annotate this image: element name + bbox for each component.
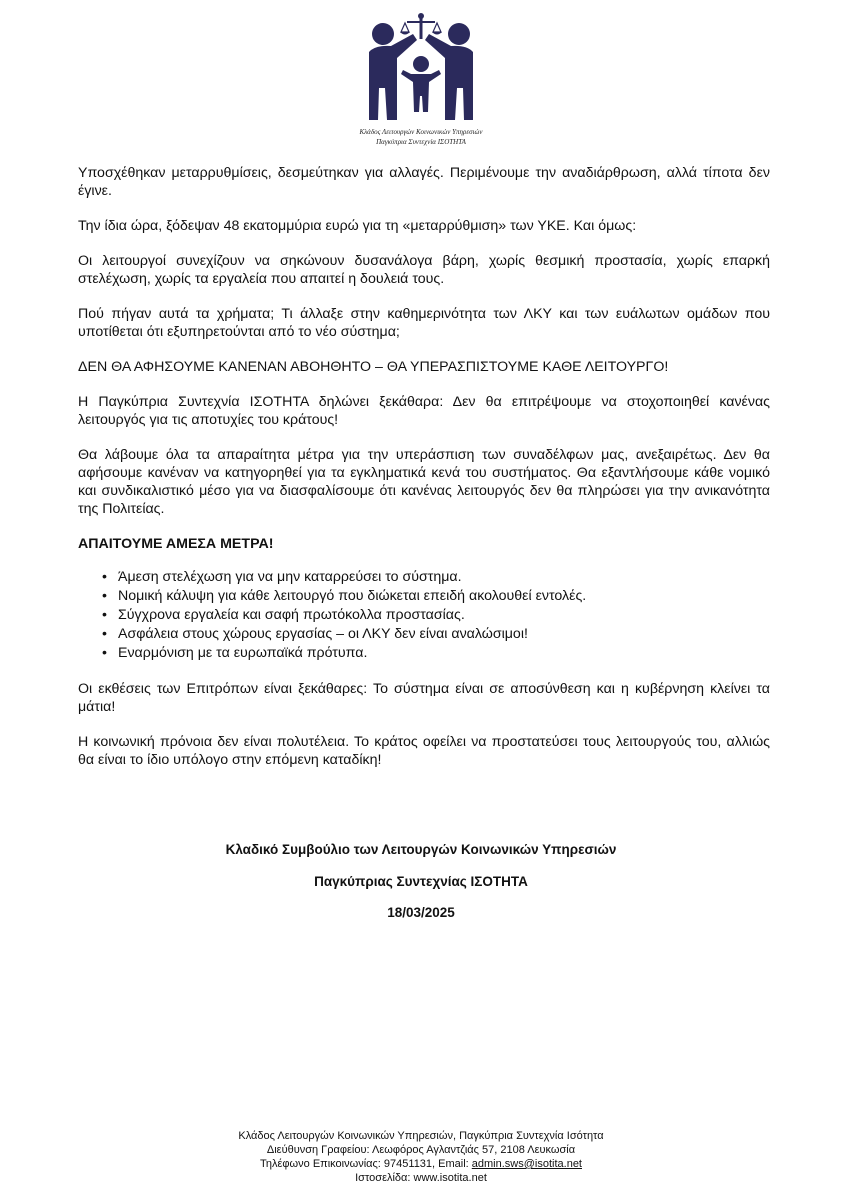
paragraph-declaration: Η Παγκύπρια Συντεχνία ΙΣΟΤΗΤΑ δηλώνει ξεκάθαρα: Δεν θα επιτρέψουμε να στοχοποιηθεί κανένας λειτουργός για τις αποτυχίες του κράτους!	[78, 394, 770, 428]
list-item: • Ασφάλεια στους χώρους εργασίας – οι ΛΚΥ δεν είναι αναλώσιμοι!	[102, 626, 528, 642]
bullet-icon: •	[102, 588, 107, 604]
union-family-scales-icon	[361, 12, 481, 124]
demands-heading: ΑΠΑΙΤΟΥΜΕ ΑΜΕΣΑ ΜΕΤΡΑ!	[78, 536, 274, 552]
paragraph-measures: Θα λάβουμε όλα τα απαραίτητα μέτρα για την υπεράσπιση των συναδέλφων μας, ανεξαιρέτως. Δεν θα αφήσουμε κανέναν να κατηγορηθεί για τα εγκληματικά κενά του συστήματος. Θα εξαντλήσουμε κάθε νομικό και συνδικαλιστικό μέσο για να διασφαλίσουμε ότι κανένας λειτουργός δεν θα πληρώσει για την ανικανότητα της Πολιτείας.	[78, 447, 770, 517]
footer-email-link[interactable]: admin.sws@isotita.net	[471, 1158, 582, 1170]
letter-body	[78, 164, 770, 786]
paragraph-commissioners: Οι εκθέσεις των Επιτρόπων είναι ξεκάθαρες: Το σύστημα είναι σε αποσύνθεση και η κυβέρνηση κλείνει τα μάτια!	[78, 681, 770, 715]
list-item: • Νομική κάλυψη για κάθε λειτουργό που διώκεται επειδή ακολουθεί εντολές.	[102, 588, 587, 604]
footer-contact	[0, 1157, 842, 1171]
paragraph-slogan: ΔΕΝ ΘΑ ΑΦΗΣΟΥΜΕ ΚΑΝΕΝΑΝ ΑΒΟΗΘΗΤΟ – ΘΑ ΥΠΕΡΑΣΠΙΣΤΟΥΜΕ ΚΑΘΕ ΛΕΙΤΟΥΡΓΟ!	[78, 359, 669, 375]
paragraph-promises: Υποσχέθηκαν μεταρρυθμίσεις, δεσμεύτηκαν για αλλαγές. Περιμένουμε την αναδιάρθρωση, αλλά τίποτα δεν έγινε.	[78, 165, 770, 199]
bullet-icon: •	[102, 645, 107, 661]
paragraph-questions: Πού πήγαν αυτά τα χρήματα; Τι άλλαξε στην καθημερινότητα των ΛΚΥ και των ευάλωτων ομάδων που υποτίθεται ότι εξυπηρετούνται από το νέο σύστημα;	[78, 306, 770, 340]
paragraph-closing: Η κοινωνική πρόνοια δεν είναι πολυτέλεια. Το κράτος οφείλει να προστατεύσει τους λειτουργούς του, αλλιώς θα είναι το ίδιο υπόλογο στην επόμενη καταδίκη!	[78, 734, 770, 768]
logo-branch-name: Κλάδος Λειτουργών Κοινωνικών Υπηρεσιών	[359, 128, 483, 136]
logo-union-name: Παγκύπρια Συντεχνία ΙΣΟΤΗΤΑ	[376, 138, 466, 146]
demands-list	[78, 568, 770, 663]
footer-branch: Κλάδος Λειτουργών Κοινωνικών Υπηρεσιών, Παγκύπρια Συντεχνία Ισότητα	[238, 1130, 604, 1142]
footer-website[interactable]: Ιστοσελίδα: www.isotita.net	[355, 1172, 487, 1184]
paragraph-workers-burden: Οι λειτουργοί συνεχίζουν να σηκώνουν δυσανάλογα βάρη, χωρίς θεσμική προστασία, χωρίς επαρκή στελέχωση, χωρίς τα εργαλεία που απαιτεί η δουλειά τους.	[78, 253, 770, 287]
signature-council: Κλαδικό Συμβούλιο των Λειτουργών Κοινωνικών Υπηρεσιών	[225, 842, 617, 857]
list-item: • Σύγχρονα εργαλεία και σαφή πρωτόκολλα προστασίας.	[102, 607, 465, 623]
list-item: • Άμεση στελέχωση για να μην καταρρεύσει το σύστημα.	[102, 569, 462, 585]
paragraph-spending: Την ίδια ώρα, ξόδεψαν 48 εκατομμύρια ευρώ για τη «μεταρρύθμιση» των ΥΚΕ. Και όμως:	[78, 218, 637, 234]
bullet-icon: •	[102, 607, 107, 623]
bullet-icon: •	[102, 569, 107, 585]
footer-address: Διεύθυνση Γραφείου: Λεωφόρος Αγλαντζιάς 57, 2108 Λευκωσία	[266, 1144, 576, 1156]
signature-union: Παγκύπριας Συντεχνίας ΙΣΟΤΗΤΑ	[314, 874, 528, 889]
footer-phone: Τηλέφωνο Επικοινωνίας: 97451131, Email:	[259, 1158, 472, 1170]
list-item: • Εναρμόνιση με τα ευρωπαϊκά πρότυπα.	[102, 645, 368, 661]
bullet-icon: •	[102, 626, 107, 642]
logo	[0, 0, 842, 160]
signature-date: 18/03/2025	[387, 905, 455, 920]
